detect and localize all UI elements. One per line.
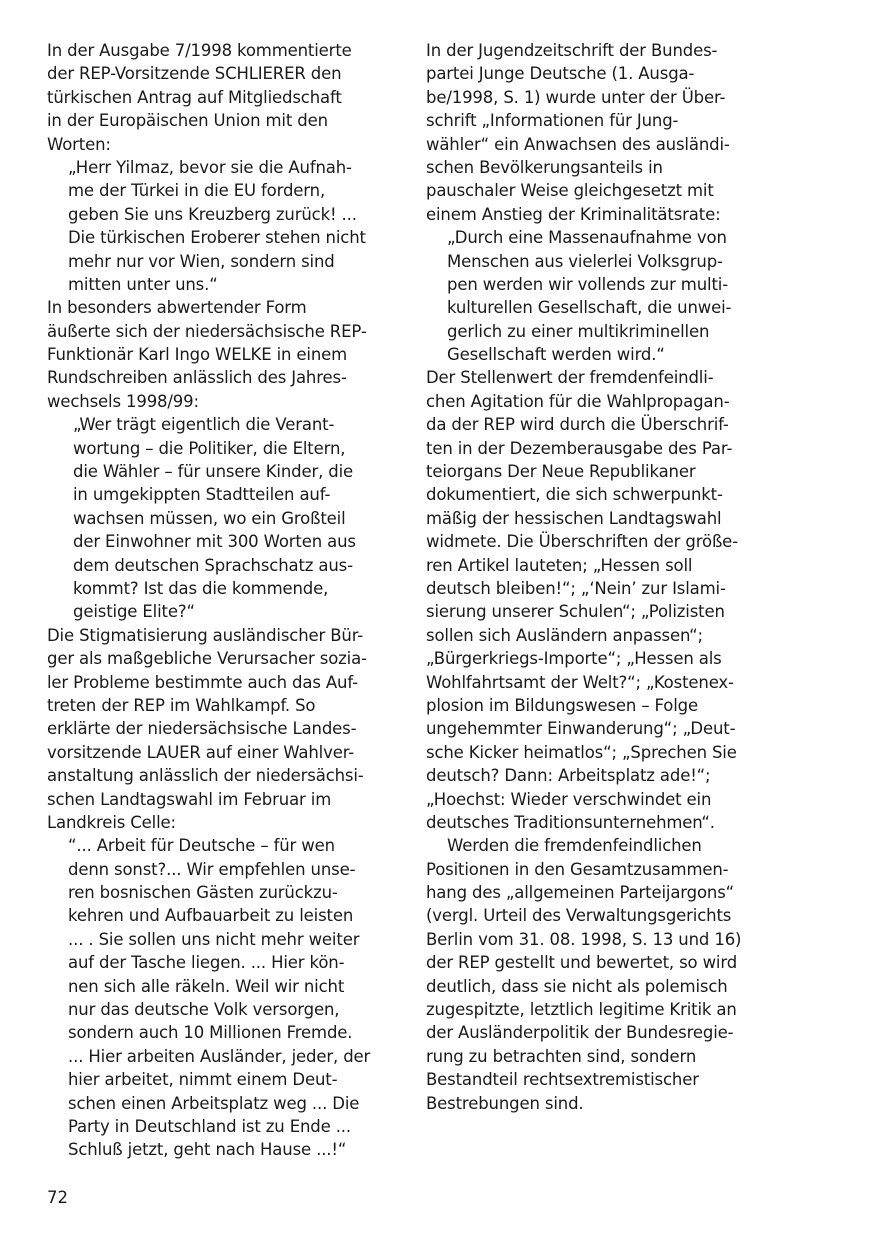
- text-line: anstaltung anlässlich der niedersächsi-: [47, 766, 364, 786]
- text-line: dem deutschen Sprachschatz aus-: [73, 555, 353, 575]
- text-line: wachsen müssen, wo ein Großteil: [73, 508, 346, 528]
- text-line: Rundschreiben anlässlich des Jahres-: [47, 368, 347, 388]
- text-line: dokumentiert, die sich schwerpunkt-: [426, 485, 723, 505]
- text-line: da der REP wird durch die Überschrif-: [426, 415, 729, 435]
- text-line: In besonders abwertender Form: [47, 298, 307, 318]
- text-line: rung zu betrachten sind, sondern: [426, 1046, 697, 1066]
- text-line: geistige Elite?“: [73, 602, 195, 622]
- text-line: „Wer trägt eigentlich die Verant-: [73, 415, 335, 435]
- text-line: äußerte sich der niedersächsische REP-: [47, 321, 367, 341]
- text-line: pen werden wir vollends zur multi-: [447, 274, 729, 294]
- text-line: wähler“ ein Anwachsen des ausländi-: [426, 134, 730, 154]
- paragraph: [426, 834, 776, 1115]
- paragraph: [47, 39, 397, 156]
- text-line: in der Europäischen Union mit den: [47, 111, 328, 131]
- text-line: schen Bevölkerungsanteils in: [426, 157, 663, 177]
- text-line: be/1998, S. 1) wurde unter der Über-: [426, 87, 726, 107]
- text-line: türkischen Antrag auf Mitgliedschaft: [47, 87, 342, 107]
- text-line: Party in Deutschland ist zu Ende ...: [68, 1116, 351, 1136]
- text-line: Funktionär Karl Ingo WELKE in einem: [47, 345, 348, 365]
- text-line: kulturellen Gesellschaft, die unwei-: [447, 298, 732, 318]
- text-line: ... . Sie sollen uns nicht mehr weiter: [68, 929, 360, 949]
- text-line: Gesellschaft werden wird.“: [447, 345, 665, 365]
- text-line: plosion im Bildungswesen – Folge: [426, 695, 698, 715]
- text-line: chen Agitation für die Wahlpropagan-: [426, 391, 730, 411]
- text-line: Werden die fremdenfeindlichen: [447, 836, 702, 856]
- text-line: auf der Tasche liegen. ... Hier kön-: [68, 953, 345, 973]
- text-line: In der Ausgabe 7/1998 kommentierte: [47, 41, 352, 60]
- text-line: ler Probleme bestimmte auch das Auf-: [47, 672, 358, 692]
- text-line: „Hoechst: Wieder verschwindet ein: [426, 789, 712, 809]
- text-line: ger als maßgebliche Verursacher sozia-: [47, 649, 367, 669]
- text-line: sondern auch 10 Millionen Fremde.: [68, 1023, 353, 1043]
- text-line: schen Landtagswahl im Februar im: [47, 789, 332, 809]
- text-line: deutsch? Dann: Arbeitsplatz ade!“;: [426, 766, 711, 786]
- text-line: geben Sie uns Kreuzberg zurück! ...: [68, 204, 357, 224]
- text-line: der Ausländerpolitik der Bundesregie-: [426, 1023, 734, 1043]
- text-line: „Durch eine Massenaufnahme von: [447, 228, 727, 248]
- text-line: gerlich zu einer multikriminellen: [447, 321, 710, 341]
- text-line: wortung – die Politiker, die Eltern,: [73, 438, 346, 458]
- block-quote: [47, 834, 397, 1161]
- text-line: vorsitzende LAUER auf einer Wahlver-: [47, 742, 355, 762]
- text-line: Wohlfahrtsamt der Welt?“; „Kostenex-: [426, 672, 734, 692]
- text-line: teiorgans Der Neue Republikaner: [426, 462, 696, 482]
- text-line: Die Stigmatisierung ausländischer Bür-: [47, 625, 364, 645]
- text-line: zugespitzte, letztlich legitime Kritik an: [426, 1000, 737, 1020]
- text-line: erklärte der niedersächsische Landes-: [47, 719, 357, 739]
- text-line: Berlin vom 31. 08. 1998, S. 13 und 16): [426, 929, 742, 949]
- text-line: ... Hier arbeiten Ausländer, jeder, der: [68, 1046, 371, 1066]
- left-column: [47, 39, 397, 1162]
- text-line: widmete. Die Überschriften der größe-: [426, 532, 738, 552]
- text-line: einem Anstieg der Kriminalitätsrate:: [426, 204, 721, 224]
- paragraph: [426, 366, 776, 834]
- text-line: der REP gestellt und bewertet, so wird: [426, 953, 738, 973]
- paragraph: [47, 296, 397, 413]
- text-line: Die türkischen Eroberer stehen nicht: [68, 228, 366, 248]
- text-line: deutsches Traditionsunternehmen“.: [426, 812, 715, 832]
- text-line: wechsels 1998/99:: [47, 391, 199, 411]
- block-quote: [426, 226, 776, 366]
- text-line: mehr nur vor Wien, sondern sind: [68, 251, 335, 271]
- text-line: mäßig der hessischen Landtagswahl: [426, 508, 722, 528]
- text-line: ren Artikel lauteten; „Hessen soll: [426, 555, 693, 575]
- text-line: „Bürgerkriegs-Importe“; „Hessen als: [426, 649, 722, 669]
- block-quote: [47, 156, 397, 296]
- text-line: Schluß jetzt, geht nach Hause ...!“: [68, 1140, 347, 1160]
- text-line: partei Junge Deutsche (1. Ausga-: [426, 64, 695, 84]
- text-line: hier arbeitet, nimmt einem Deut-: [68, 1070, 338, 1090]
- text-line: pauschaler Weise gleichgesetzt mit: [426, 181, 714, 201]
- text-line: nur das deutsche Volk versorgen,: [68, 1000, 340, 1020]
- block-quote: [47, 413, 397, 624]
- text-line: hang des „allgemeinen Parteijargons“: [426, 883, 735, 903]
- text-line: treten der REP im Wahlkampf. So: [47, 695, 316, 715]
- text-line: Menschen aus vielerlei Volksgrup-: [447, 251, 723, 271]
- text-line: schrift „Informationen für Jung-: [426, 111, 679, 131]
- page-number: 72: [47, 1188, 68, 1207]
- text-line: sierung unserer Schulen“; „Polizisten: [426, 602, 725, 622]
- text-line: “... Arbeit für Deutsche – für wen: [68, 836, 335, 856]
- text-line: schen einen Arbeitsplatz weg ... Die: [68, 1093, 360, 1113]
- text-line: in umgekippten Stadtteilen auf-: [73, 485, 331, 505]
- text-line: deutlich, dass sie nicht als polemisch: [426, 976, 728, 996]
- text-line: Der Stellenwert der fremdenfeindli-: [426, 368, 714, 388]
- text-line: „Herr Yilmaz, bevor sie die Aufnah-: [68, 157, 352, 177]
- paragraph: [426, 39, 776, 226]
- text-line: me der Türkei in die EU fordern,: [68, 181, 326, 201]
- text-line: kommt? Ist das die kommende,: [73, 578, 329, 598]
- text-line: Positionen in den Gesamtzusammen-: [426, 859, 729, 879]
- text-line: In der Jugendzeitschrift der Bundes-: [426, 41, 718, 60]
- text-line: (vergl. Urteil des Verwaltungsgerichts: [426, 906, 732, 926]
- text-line: nen sich alle räkeln. Weil wir nicht: [68, 976, 345, 996]
- text-line: denn sonst?... Wir empfehlen unse-: [68, 859, 356, 879]
- text-line: sche Kicker heimatlos“; „Sprechen Sie: [426, 742, 737, 762]
- text-line: ungehemmter Einwanderung“; „Deut-: [426, 719, 736, 739]
- text-line: Landkreis Celle:: [47, 812, 176, 832]
- text-line: der Einwohner mit 300 Worten aus: [73, 532, 356, 552]
- text-line: sollen sich Ausländern anpassen“;: [426, 625, 703, 645]
- text-line: ren bosnischen Gästen zurückzu-: [68, 883, 338, 903]
- text-line: die Wähler – für unsere Kinder, die: [73, 462, 354, 482]
- text-line: Bestrebungen sind.: [426, 1093, 584, 1113]
- right-column: [426, 39, 776, 1115]
- text-line: Worten:: [47, 134, 111, 154]
- paragraph: [47, 624, 397, 835]
- text-line: der REP-Vorsitzende SCHLIERER den: [47, 64, 342, 84]
- text-line: deutsch bleiben!“; „‘Nein’ zur Islami-: [426, 578, 726, 598]
- text-line: mitten unter uns.“: [68, 274, 218, 294]
- text-line: Bestandteil rechtsextremistischer: [426, 1070, 699, 1090]
- text-line: kehren und Aufbauarbeit zu leisten: [68, 906, 354, 926]
- text-line: ten in der Dezemberausgabe des Par-: [426, 438, 733, 458]
